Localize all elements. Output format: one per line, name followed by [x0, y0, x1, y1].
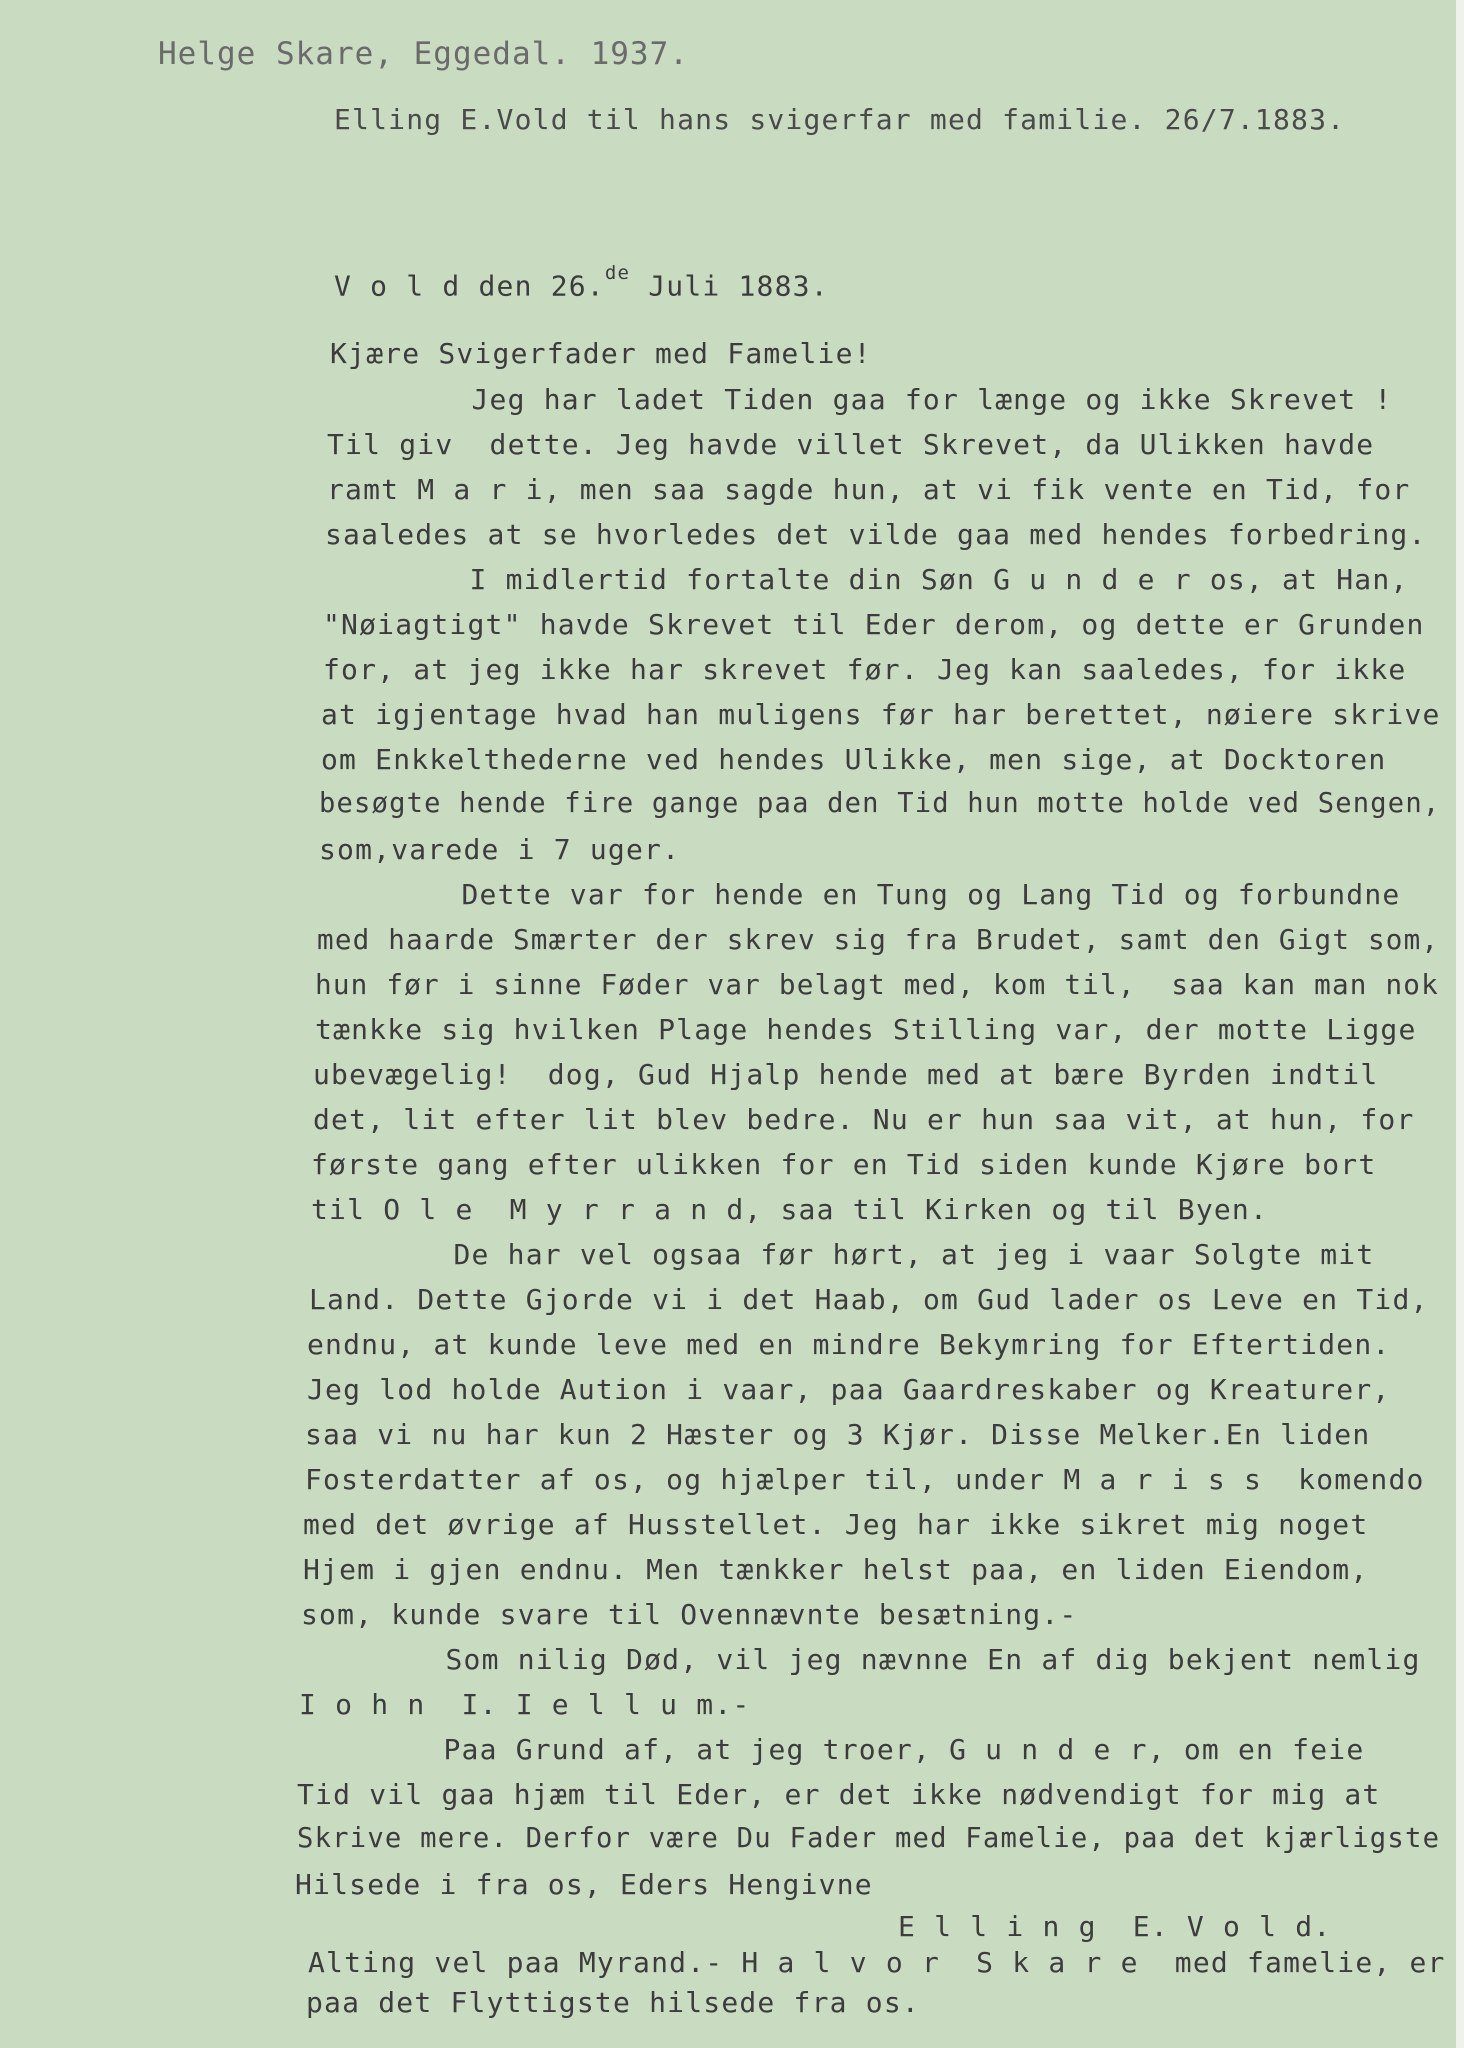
body-line: saaledes at se hvorledes det vilde gaa med hendes forbedring. [325, 518, 1427, 551]
body-line: at igjentage hvad han muligens før har berettet, nøiere skrive [321, 698, 1441, 731]
body-line: med det øvrige af Husstellet. Jeg har ikke sikret mig noget [303, 1508, 1369, 1541]
dateline-date: Juli 1883. [630, 269, 829, 303]
body-line: endnu, at kunde leve med en mindre Bekymring for Eftertiden. [307, 1328, 1391, 1361]
body-line: besøgte hende fire gange paa den Tid hun motte holde ved Sengen, [319, 788, 1441, 819]
body-line: til O l e M y r r a n d, saa til Kirken og til Byen. [311, 1193, 1269, 1226]
body-line: med haarde Smærter der skrev sig fra Brudet, samt den Gigt som, [317, 923, 1440, 956]
body-line: Dette var for hende en Tung og Lang Tid og forbundne [317, 878, 1401, 911]
body-line: Jeg lod holde Aution i vaar, paa Gaardreskaber og Kreaturer, [307, 1373, 1391, 1406]
body-line: hun før i sinne Føder var belagt med, kom til, saa kan man nok [315, 968, 1439, 1001]
body-line: De har vel ogsaa før hørt, at jeg i vaar Solgte mit [309, 1238, 1375, 1271]
dateline-superscript: de [604, 262, 631, 284]
signature: E l l i n g E. V o l d. [898, 1910, 1332, 1943]
postscript-line: Alting vel paa Myrand.- H a l v o r S k a r e med famelie, er [308, 1946, 1446, 1979]
body-line: tænkke sig hvilken Plage hendes Stilling var, der motte Ligge [315, 1013, 1417, 1046]
body-line: første gang efter ulikken for en Tid siden kunde Kjøre bort [311, 1148, 1377, 1181]
body-line: "Nøiagtigt" havde Skrevet til Eder derom, og dette er Grunden [323, 608, 1425, 641]
dateline [334, 262, 829, 303]
dateline-place: V o l d den 26. [334, 269, 605, 303]
scan-edge [1456, 0, 1464, 2048]
body-line: som,varede i 7 uger. [319, 833, 681, 866]
body-line: Jeg har ladet Tiden gaa for længe og ikke Skrevet ! [327, 383, 1393, 416]
salutation: Kjære Svigerfader med Famelie! [330, 337, 872, 370]
body-line: Tid vil gaa hjæm til Eder, er det ikke nødvendigt for mig at [297, 1778, 1381, 1811]
body-line: Hilsede i fra os, Eders Hengivne [295, 1868, 873, 1901]
body-line: Til giv dette. Jeg havde villet Skrevet, da Ulikken havde [327, 428, 1375, 461]
body-line: Fosterdatter af os, og hjælper til, under M a r i s s komendo [305, 1463, 1425, 1496]
body-line: ubevægelig! dog, Gud Hjalp hende med at bære Byrden indtil [313, 1058, 1379, 1091]
body-line: Som nilig Død, vil jeg nævnne En af dig bekjent nemlig [301, 1643, 1421, 1676]
body-line: det, lit efter lit blev bedre. Nu er hun saa vit, at hun, for [313, 1103, 1415, 1136]
archive-note: Helge Skare, Eggedal. 1937. [158, 36, 689, 72]
document-title: Elling E.Vold til hans svigerfar med familie. 26/7.1883. [334, 103, 1346, 136]
body-line: saa vi nu har kun 2 Hæster og 3 Kjør. Disse Melker.En liden [305, 1418, 1371, 1451]
body-line: som, kunde svare til Ovennævnte besætning.- [301, 1598, 1078, 1631]
body-line: Paa Grund af, at jeg troer, G u n d e r, om en feie [299, 1733, 1365, 1766]
body-line: om Enkkelthederne ved hendes Ulikke, men sige, at Docktoren [321, 743, 1387, 776]
body-line: Land. Dette Gjorde vi i det Haab, om Gud lader os Leve en Tid, [309, 1283, 1429, 1316]
body-line: I o h n I. I e l l u m.- [299, 1688, 751, 1721]
body-line: Skrive mere. Derfor være Du Fader med Famelie, paa det kjærligste [297, 1823, 1441, 1854]
body-line: ramt M a r i, men saa sagde hun, at vi fik vente en Tid, for [327, 473, 1411, 506]
body-line: I midlertid fortalte din Søn G u n d e r os, at Han, [325, 563, 1409, 596]
body-line: for, at jeg ikke har skrevet før. Jeg kan saaledes, for ikke [323, 653, 1407, 686]
postscript-line: paa det Flyttigste hilsede fra os. [306, 1986, 920, 2019]
body-line: Hjem i gjen endnu. Men tænkker helst paa, en liden Eiendom, [303, 1553, 1369, 1586]
